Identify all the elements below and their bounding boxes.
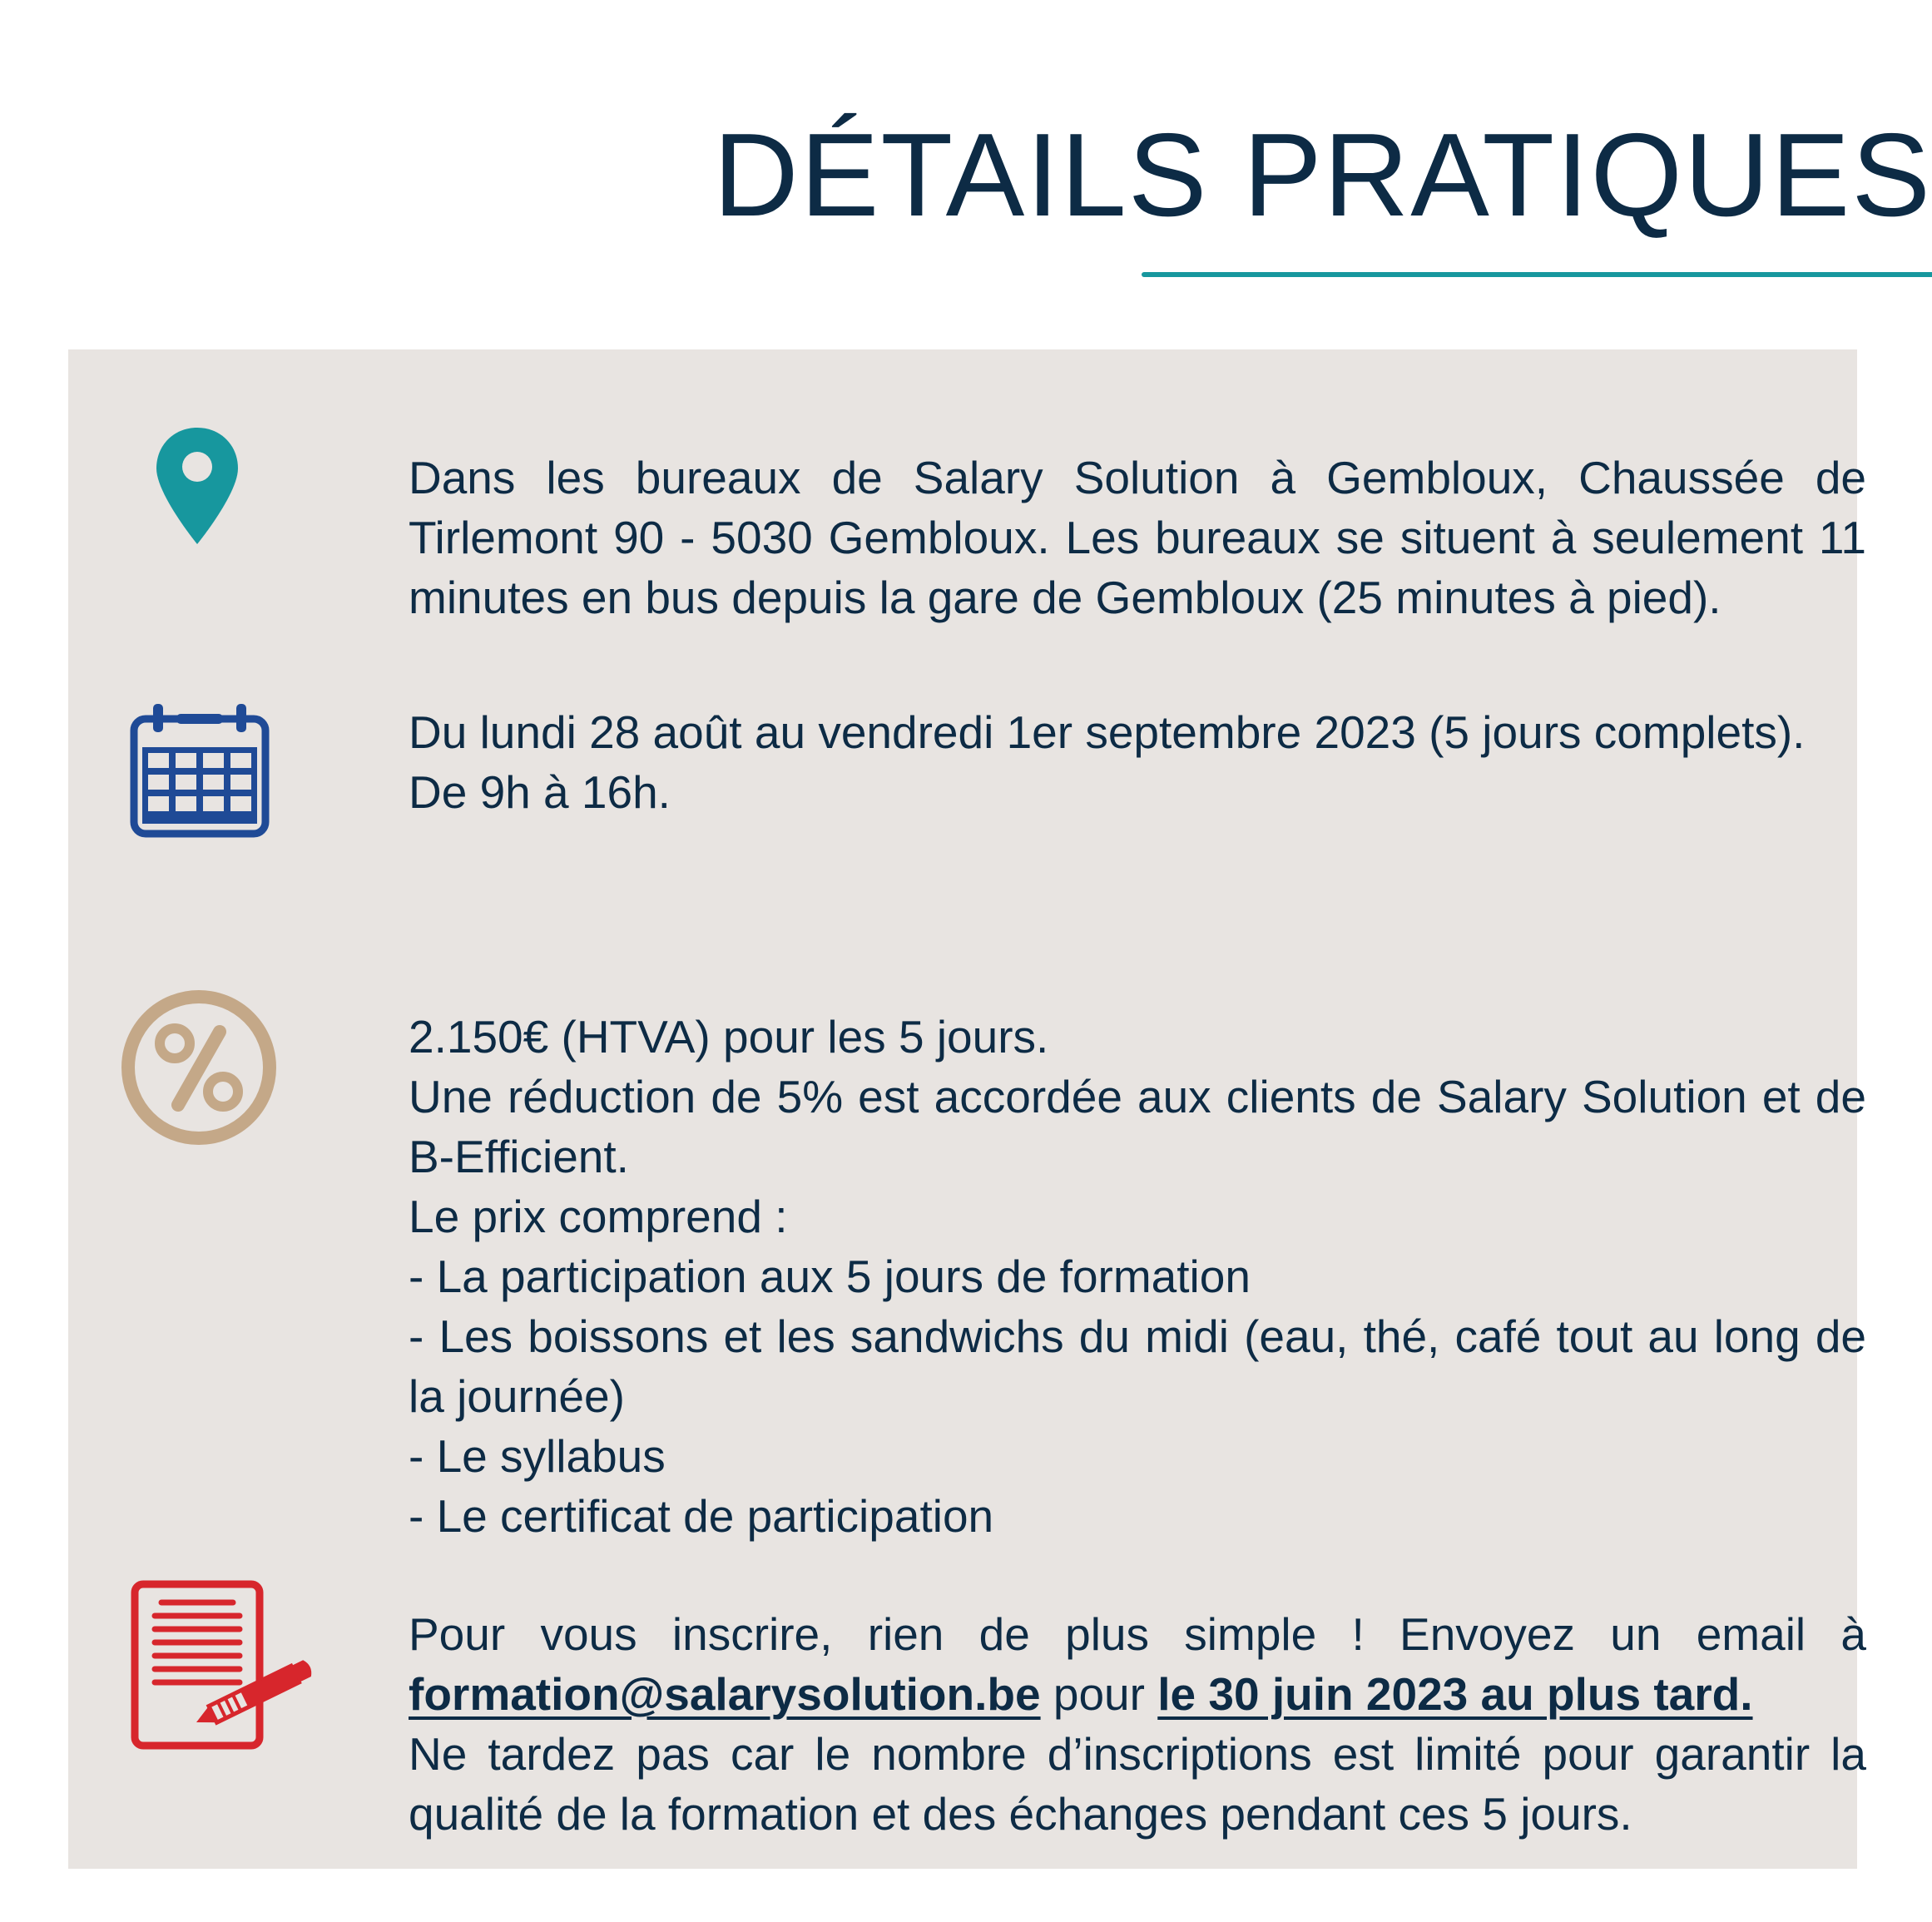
price-amount: 2.150€ (HTVA) pour les 5 jours. [409, 1011, 1049, 1063]
price-include-item: - Les boissons et les sandwichs du midi (eau, thé, café tout au long de la journée) [409, 1310, 1866, 1422]
registration-deadline: le 30 juin 2023 au plus tard. [1157, 1668, 1753, 1720]
price-discount: Une réduction de 5% est accordée aux clients de Salary Solution et de B-Efficient. [409, 1071, 1866, 1182]
registration-block [409, 1604, 1866, 1844]
details-panel [68, 349, 1866, 1869]
location-block [409, 448, 1866, 627]
price-block [409, 1007, 1866, 1546]
registration-intro: Pour vous inscrire, rien de plus simple ! Envoyez un email à [409, 1608, 1866, 1660]
registration-email-link[interactable]: formation@salarysolution.be [409, 1668, 1041, 1720]
registration-note: Ne tardez pas car le nombre d’inscriptions est limité pour garantir la qualité de la formation et des échanges pendant ces 5 jours. [409, 1728, 1866, 1840]
location-text: Dans les bureaux de Salary Solution à Gembloux, Chaussée de Tirlemont 90 - 5030 Gembloux. Les bureaux se situent à seulement 11 minutes en bus depuis la gare de Gembloux (25 minutes à pied). [409, 452, 1866, 623]
page-title: DÉTAILS PRATIQUES [713, 109, 1932, 241]
price-includes-label: Le prix comprend : [409, 1191, 788, 1242]
schedule-dates: Du lundi 28 août au vendredi 1er septembre 2023 (5 jours complets). [409, 706, 1806, 758]
calendar-icon [130, 702, 270, 839]
price-include-item: - Le certificat de participation [409, 1490, 994, 1542]
schedule-block [409, 702, 1866, 822]
form-pen-icon [130, 1579, 329, 1751]
schedule-hours: De 9h à 16h. [409, 766, 671, 818]
registration-middle: pour [1040, 1668, 1158, 1720]
registration-paragraph [409, 1604, 1866, 1724]
map-pin-icon [155, 426, 240, 546]
price-include-item: - Le syllabus [409, 1430, 666, 1482]
percent-badge-icon [120, 988, 278, 1147]
price-include-item: - La participation aux 5 jours de formation [409, 1251, 1251, 1302]
title-underline [1142, 272, 1932, 277]
